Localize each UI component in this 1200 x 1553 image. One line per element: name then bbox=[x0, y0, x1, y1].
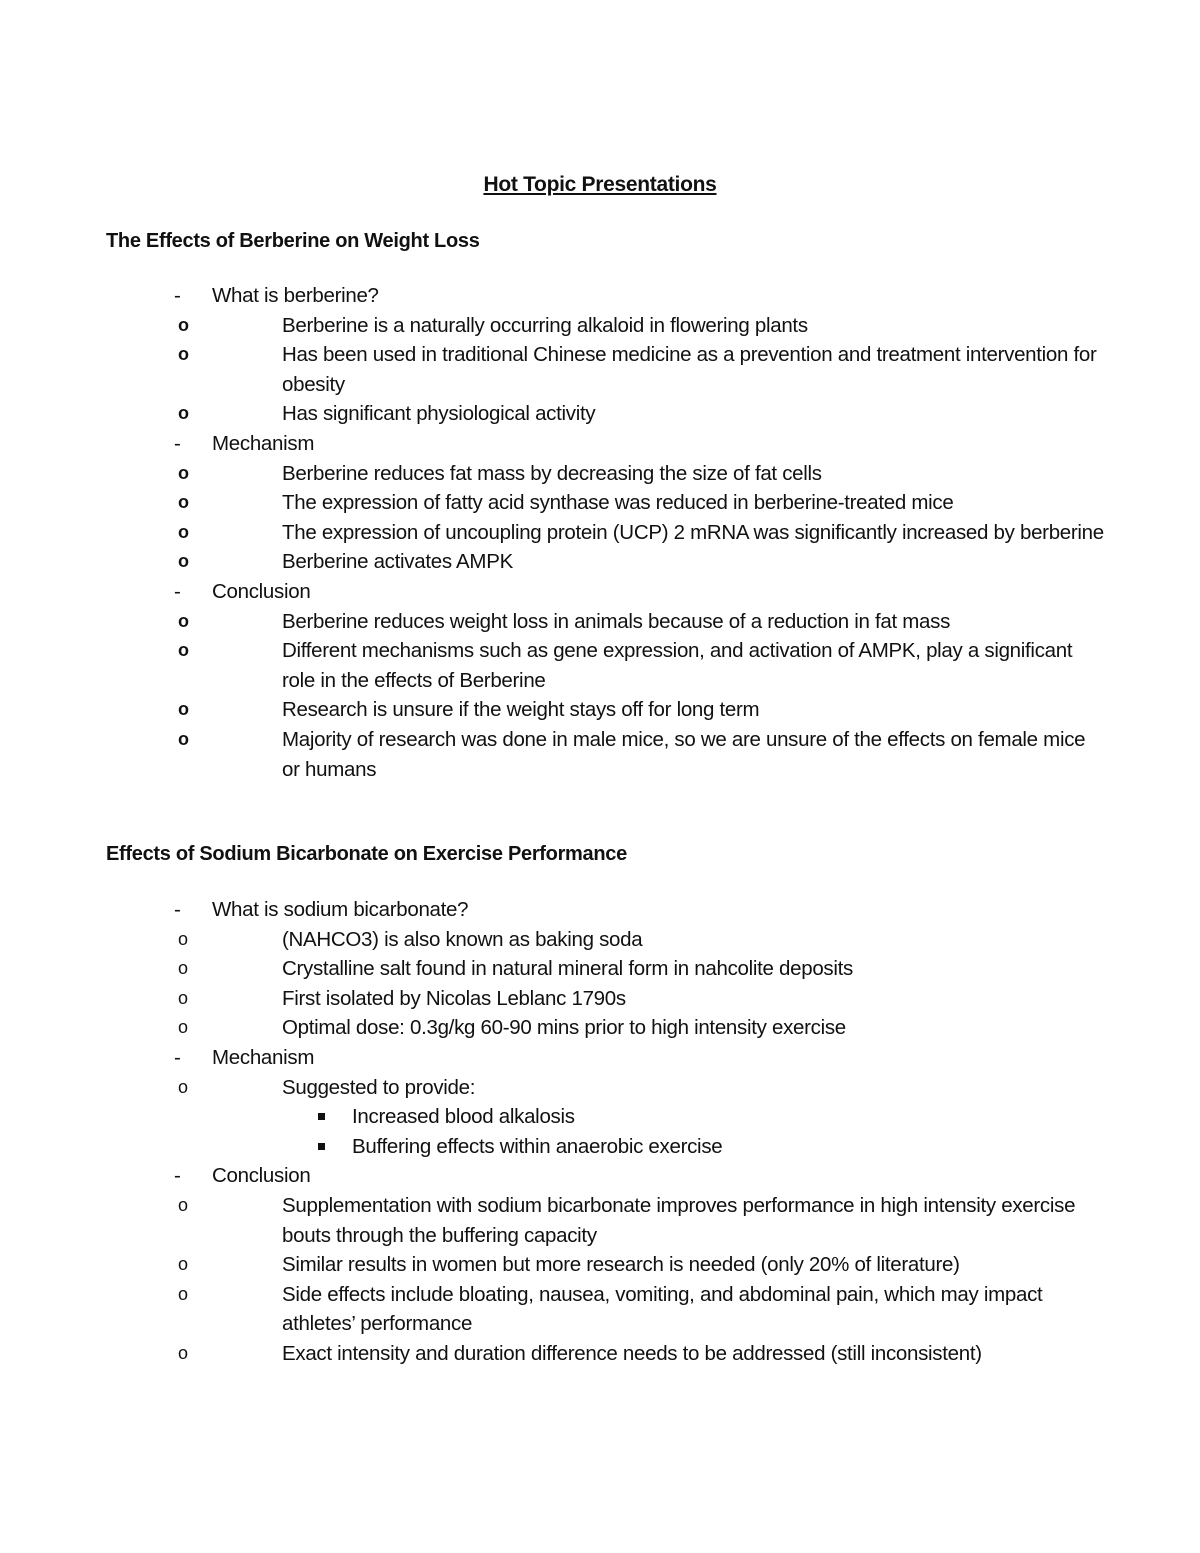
sub-item: o Has been used in traditional Chinese medicine as a prevention and treatment intervention for obesity bbox=[142, 340, 1106, 399]
sub-item: o Majority of research was done in male mice, so we are unsure of the effects on female mice or humans bbox=[142, 725, 1106, 784]
sub-item: o Berberine activates AMPK bbox=[142, 547, 1106, 577]
bold-o-bullet-icon: o bbox=[178, 699, 189, 720]
sub-item: o Exact intensity and duration difference needs to be addressed (still inconsistent) bbox=[142, 1339, 1106, 1369]
sub-sub-list bbox=[282, 1102, 1106, 1161]
sub-item: o Different mechanisms such as gene expression, and activation of AMPK, play a significant role in the effects of Berberine bbox=[142, 636, 1106, 695]
sub-item: o The expression of uncoupling protein (UCP) 2 mRNA was significantly increased by berberine bbox=[142, 518, 1106, 548]
list-item bbox=[106, 429, 1106, 577]
bold-o-bullet-icon: o bbox=[178, 462, 189, 483]
square-bullet-icon bbox=[318, 1113, 325, 1120]
circle-bullet-icon: o bbox=[178, 1076, 188, 1097]
circle-bullet-icon: o bbox=[178, 1254, 188, 1275]
dash-bullet-icon: - bbox=[174, 1164, 181, 1188]
list-item bbox=[106, 1161, 1106, 1368]
section-berberine bbox=[106, 226, 1106, 784]
sub-list bbox=[178, 925, 1106, 1043]
document-title: Hot Topic Presentations bbox=[483, 173, 717, 196]
sub-item: o Berberine reduces weight loss in animals because of a reduction in fat mass bbox=[142, 607, 1106, 637]
section-heading: The Effects of Berberine on Weight Loss bbox=[106, 230, 480, 252]
sub-item: o First isolated by Nicolas Leblanc 1790s bbox=[142, 984, 1106, 1014]
list-item bbox=[106, 577, 1106, 784]
bold-o-bullet-icon: o bbox=[178, 640, 189, 661]
sub-item: o The expression of fatty acid synthase was reduced in berberine-treated mice bbox=[142, 488, 1106, 518]
dash-bullet-icon: - bbox=[174, 579, 181, 603]
item-label: Mechanism bbox=[212, 431, 315, 455]
item-label: Conclusion bbox=[212, 579, 311, 603]
section-sodium-bicarbonate bbox=[106, 839, 1106, 1369]
bold-o-bullet-icon: o bbox=[178, 492, 189, 513]
sub-item: o Crystalline salt found in natural mineral form in nahcolite deposits bbox=[142, 954, 1106, 984]
sub-list bbox=[178, 311, 1106, 429]
circle-bullet-icon: o bbox=[178, 987, 188, 1008]
sub-item: o Optimal dose: 0.3g/kg 60-90 mins prior to high intensity exercise bbox=[142, 1013, 1106, 1043]
list-item bbox=[106, 281, 1106, 429]
dash-bullet-icon: - bbox=[174, 284, 181, 307]
item-label: Conclusion bbox=[212, 1164, 311, 1188]
bullet-list bbox=[106, 281, 1106, 784]
circle-bullet-icon: o bbox=[178, 958, 188, 979]
sub-list bbox=[178, 1073, 1106, 1162]
sub-item: o Berberine is a naturally occurring alkaloid in flowering plants bbox=[142, 311, 1106, 341]
list-item bbox=[106, 1043, 1106, 1161]
bold-o-bullet-icon: o bbox=[178, 521, 189, 542]
bold-o-bullet-icon: o bbox=[178, 403, 189, 424]
circle-bullet-icon: o bbox=[178, 928, 188, 949]
circle-bullet-icon: o bbox=[178, 1342, 188, 1363]
circle-bullet-icon: o bbox=[178, 1283, 188, 1304]
sub-item: o Supplementation with sodium bicarbonate improves performance in high intensity exercise bouts through the buffering capacity bbox=[142, 1191, 1106, 1250]
section-heading: Effects of Sodium Bicarbonate on Exercise Performance bbox=[106, 843, 627, 865]
item-label: What is sodium bicarbonate? bbox=[212, 898, 469, 921]
sub-item: o Has significant physiological activity bbox=[142, 399, 1106, 429]
dash-bullet-icon: - bbox=[174, 898, 181, 921]
circle-bullet-icon: o bbox=[178, 1017, 188, 1038]
sub-sub-item: Increased blood alkalosis bbox=[282, 1102, 1106, 1132]
sub-item: o Suggested to provide: Increased blood alkalosis Buffering effects within anaerobic exercise bbox=[142, 1073, 1106, 1162]
bold-o-bullet-icon: o bbox=[178, 551, 189, 572]
list-item bbox=[106, 895, 1106, 1043]
sub-list bbox=[178, 459, 1106, 577]
bold-o-bullet-icon: o bbox=[178, 610, 189, 631]
dash-bullet-icon: - bbox=[174, 431, 181, 455]
square-bullet-icon bbox=[318, 1143, 325, 1150]
bullet-list bbox=[106, 895, 1106, 1369]
sub-list bbox=[178, 1191, 1106, 1369]
bold-o-bullet-icon: o bbox=[178, 344, 189, 365]
bold-o-bullet-icon: o bbox=[178, 314, 189, 335]
dash-bullet-icon: - bbox=[174, 1045, 181, 1069]
sub-sub-item: Buffering effects within anaerobic exercise bbox=[282, 1132, 1106, 1162]
sub-item: o Side effects include bloating, nausea, vomiting, and abdominal pain, which may impact athletes’ performance bbox=[142, 1280, 1106, 1339]
item-label: What is berberine? bbox=[212, 284, 379, 307]
sub-item: o Similar results in women but more research is needed (only 20% of literature) bbox=[142, 1250, 1106, 1280]
sub-list bbox=[178, 607, 1106, 785]
sub-item: o (NAHCO3) is also known as baking soda bbox=[142, 925, 1106, 955]
circle-bullet-icon: o bbox=[178, 1194, 188, 1215]
item-label: Mechanism bbox=[212, 1045, 315, 1069]
sub-item: o Research is unsure if the weight stays off for long term bbox=[142, 695, 1106, 725]
sub-item: o Berberine reduces fat mass by decreasing the size of fat cells bbox=[142, 459, 1106, 489]
bold-o-bullet-icon: o bbox=[178, 728, 189, 749]
